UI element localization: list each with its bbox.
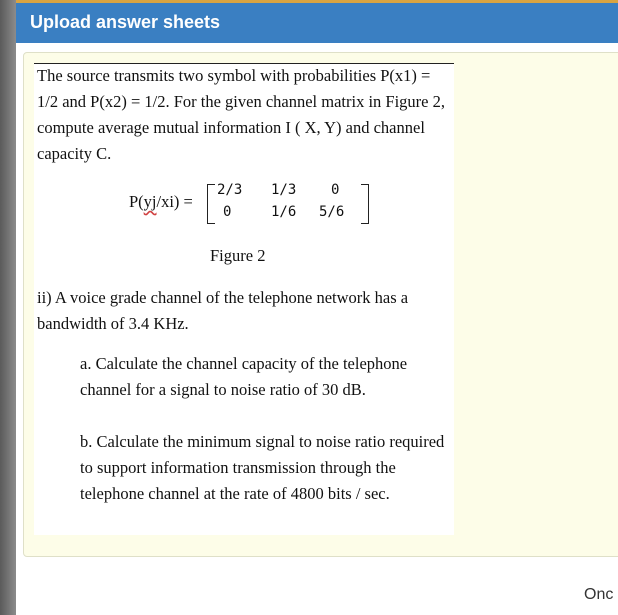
figure-caption: Figure 2 (210, 246, 266, 265)
question-part-a: a. Calculate the channel capacity of the telephone channel for a signal to noise ratio of 30 dB. (80, 354, 408, 399)
window-shadow (0, 0, 16, 615)
question-image (34, 63, 454, 535)
once-button[interactable]: Onc (584, 586, 614, 603)
question-part-b: b. Calculate the minimum signal to noise ratio required to support information transmission through the telephone channel at the rate of 4800 bits / sec. (80, 432, 445, 503)
matrix-cell-2-3: 5/6 (319, 204, 345, 220)
header-title: Upload answer sheets (30, 12, 221, 32)
matrix-cell-2-2: 1/6 (271, 204, 297, 220)
matrix-cell-2-1: 0 (223, 204, 232, 220)
question-paragraph-1: The source transmits two symbol with probabilities P(x1) = 1/2 and P(x2) = 1/2. For the given channel matrix in Figure 2, compute average mutual information I ( X, Y) and channel capacity C. (37, 66, 445, 163)
channel-matrix (129, 178, 369, 228)
question-paragraph-2: ii) A voice grade channel of the telephone network has a bandwidth of 3.4 KHz. (37, 288, 409, 333)
matrix-cell-1-1: 2/3 (217, 182, 243, 198)
matrix-cell-1-3: 0 (331, 182, 340, 198)
matrix-right-bracket (361, 184, 369, 224)
matrix-cell-1-2: 1/3 (271, 182, 297, 198)
matrix-label: P(yj/xi) = (129, 192, 193, 211)
matrix-label-yj: yj (143, 192, 157, 211)
upload-header (16, 3, 618, 43)
matrix-left-bracket (207, 184, 215, 224)
